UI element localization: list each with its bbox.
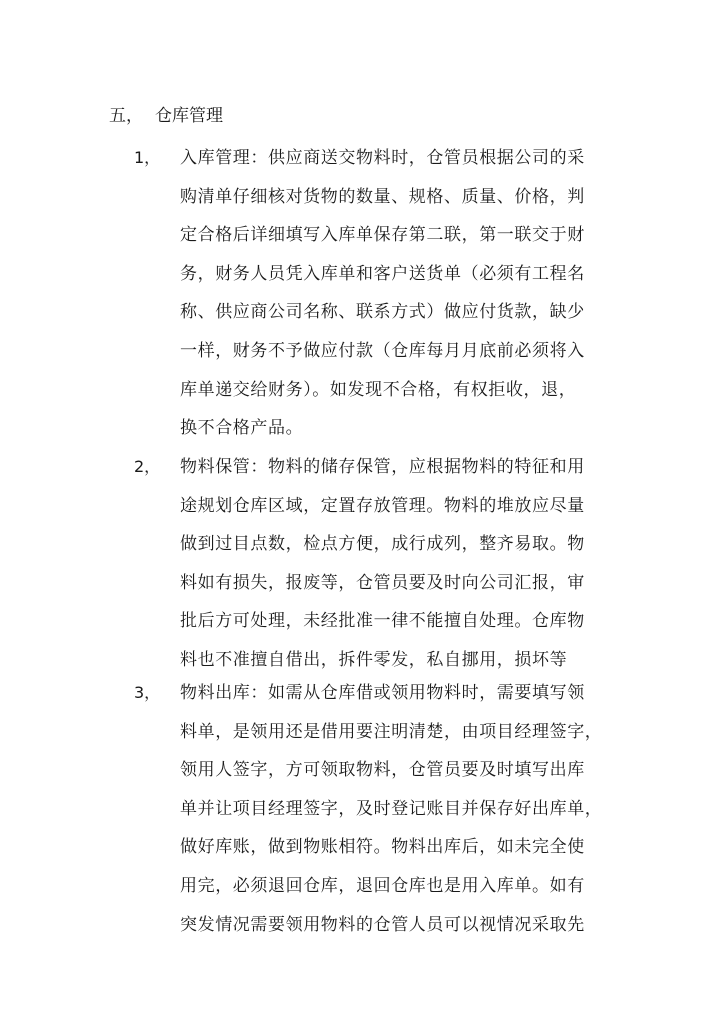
text-line: 换不合格产品。 — [180, 418, 304, 439]
text-line: 做到过目点数，检点方便，成行成列，整齐易取。物 — [180, 534, 585, 555]
section-number: 五， — [109, 106, 143, 126]
text-line: 物料保管：物料的储存保管，应根据物料的特征和用 — [180, 457, 585, 477]
text-line: 料如有损失，报废等，仓管员要及时向公司汇报，审 — [180, 572, 585, 593]
list-item-marker: 2， — [134, 457, 161, 476]
text-line: 库单递交给财务）。如发现不合格，有权拒收，退， — [180, 379, 577, 400]
list-item-text — [180, 455, 650, 687]
list-item-marker: 3， — [134, 683, 161, 702]
text-line: 单并让项目经理签字，及时登记账目并保存好出库单， — [180, 798, 603, 819]
section-heading — [109, 104, 223, 128]
list-item-marker: 1， — [134, 148, 161, 167]
text-line: 领用人签字，方可领取物料，仓管员要及时填写出库 — [180, 760, 585, 781]
text-line: 途规划仓库区域，定置存放管理。物料的堆放应尽量 — [180, 495, 585, 516]
text-line: 突发情况需要领用物料的仓管人员可以视情况采取先 — [180, 914, 585, 935]
text-line: 做好库账，做到物账相符。物料出库后，如未完全使 — [180, 837, 585, 858]
list-item-text — [180, 146, 650, 455]
text-line: 物料出库：如需从仓库借或领用物料时，需要填写领 — [180, 683, 585, 703]
text-line: 入库管理：供应商送交物料时，仓管员根据公司的采 — [180, 148, 585, 168]
text-line: 称、供应商公司名称、联系方式）做应付货款，缺少 — [180, 302, 585, 323]
text-line: 一样，财务不予做应付款（仓库每月月底前必须将入 — [180, 340, 585, 361]
text-line: 用完，必须退回仓库，退回仓库也是用入库单。如有 — [180, 875, 585, 896]
list-item-text — [180, 681, 650, 951]
text-line: 批后方可处理，未经批准一律不能擅自处理。仓库物 — [180, 611, 585, 632]
text-line: 购清单仔细核对货物的数量、规格、质量、价格，判 — [180, 186, 585, 207]
text-line: 定合格后详细填写入库单保存第二联，第一联交于财 — [180, 225, 585, 246]
section-title: 仓库管理 — [155, 106, 223, 126]
text-line: 务，财务人员凭入库单和客户送货单（必须有工程名 — [180, 263, 585, 284]
text-line: 料单，是领用还是借用要注明清楚，由项目经理签字， — [180, 721, 603, 742]
text-line: 料也不准擅自借出，拆件零发，私自挪用，损坏等 — [180, 649, 568, 670]
